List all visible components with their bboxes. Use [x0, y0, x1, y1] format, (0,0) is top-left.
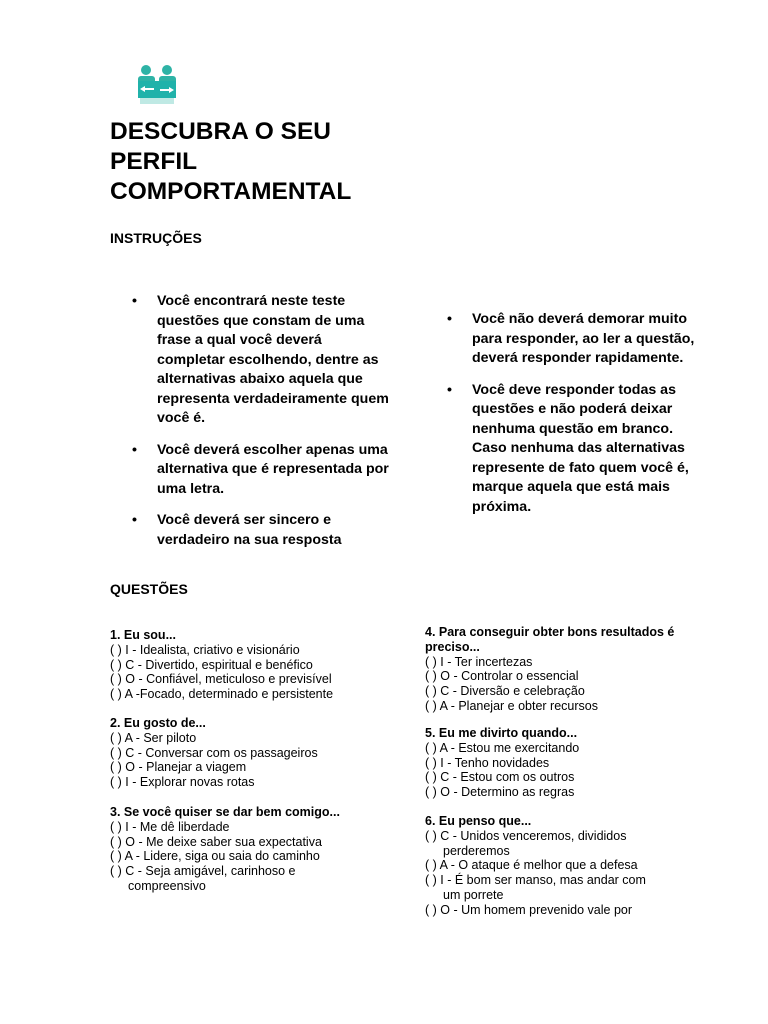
answer-option[interactable]	[110, 864, 410, 894]
questions-heading: QUESTÕES	[110, 581, 188, 597]
answer-option[interactable]	[425, 655, 690, 670]
answer-option[interactable]	[425, 785, 725, 800]
instruction-text: Você encontrará neste teste questões que constam de uma frase a qual você deverá completar escolhendo, dentre as alternativas abaixo aquela que representa verdadeiramente quem você é.	[157, 293, 389, 426]
page-title-line: PERFIL	[110, 148, 198, 175]
option-text: ( ) O - Confiável, meticuloso e previsível	[110, 672, 332, 687]
answer-option[interactable]	[425, 699, 690, 714]
answer-option[interactable]	[425, 669, 690, 684]
instructions-heading: INSTRUÇÕES	[110, 230, 202, 246]
instruction-text: Você não deverá demorar muito para responder, ao ler a questão, deverá responder rapidamente.	[472, 311, 695, 366]
question-block	[110, 628, 410, 702]
instruction-text: Você deve responder todas as questões e não poderá deixar nenhuma questão em branco. Caso nenhuma das alternativas represente de fato quem você é, marque aquela que está mais próxima.	[472, 381, 689, 515]
instruction-item	[425, 381, 710, 518]
answer-option[interactable]	[425, 756, 725, 771]
question-title: 4. Para conseguir obter bons resultados é preciso...	[425, 625, 675, 654]
option-text: ( ) O - Controlar o essencial	[425, 669, 579, 684]
instruction-item	[110, 511, 390, 550]
page-title-line: DESCUBRA O SEU	[110, 118, 331, 145]
option-text: ( ) O - Determino as regras	[425, 785, 575, 800]
option-text: ( ) A - Lidere, siga ou saia do caminho	[110, 849, 320, 864]
answer-option[interactable]	[110, 658, 410, 673]
answer-option[interactable]	[425, 741, 725, 756]
option-text-continuation: perderemos	[443, 843, 510, 858]
question-title: 6. Eu penso que...	[425, 814, 532, 828]
option-text: ( ) C - Seja amigável, carinhoso e	[110, 864, 296, 879]
page-title-line: COMPORTAMENTAL	[110, 178, 352, 205]
option-text: ( ) A - O ataque é melhor que a defesa	[425, 858, 638, 873]
question-title: 3. Se você quiser se dar bem comigo...	[110, 805, 340, 819]
option-text: ( ) C - Divertido, espiritual e benéfico	[110, 657, 313, 672]
question-title: 2. Eu gosto de...	[110, 716, 206, 730]
instruction-text: Você deverá escolher apenas uma alternativa que é representada por uma letra.	[157, 441, 389, 497]
answer-option[interactable]	[110, 731, 410, 746]
answer-option[interactable]	[110, 643, 410, 658]
option-text: ( ) C - Estou com os outros	[425, 770, 575, 785]
option-text: ( ) A - Planejar e obter recursos	[425, 698, 598, 713]
answer-option[interactable]	[110, 672, 410, 687]
option-text: ( ) A - Estou me exercitando	[425, 740, 580, 755]
question-block	[110, 716, 410, 790]
question-block	[425, 814, 725, 918]
answer-option[interactable]	[425, 684, 690, 699]
option-text: ( ) A -Focado, determinado e persistente	[110, 687, 334, 702]
option-text-continuation: compreensivo	[128, 878, 206, 893]
answer-option[interactable]	[110, 746, 410, 761]
instructions-left-list	[110, 292, 390, 550]
page-title	[110, 117, 410, 207]
option-text: ( ) C - Conversar com os passageiros	[110, 745, 318, 760]
answer-option[interactable]	[110, 760, 410, 775]
instructions-right-list	[425, 310, 710, 517]
answer-option[interactable]	[110, 849, 410, 864]
people-exchange-logo-icon	[136, 64, 178, 104]
answer-option[interactable]	[425, 903, 725, 918]
option-text: ( ) O - Planejar a viagem	[110, 760, 247, 775]
option-text: ( ) I - É bom ser manso, mas andar com	[425, 873, 646, 888]
bullet-icon: •	[132, 441, 137, 458]
question-block	[110, 805, 410, 894]
instruction-text: Você deverá ser sincero e verdadeiro na sua resposta	[157, 512, 342, 548]
instruction-item	[110, 441, 390, 500]
option-text: ( ) I - Idealista, criativo e visionário	[110, 642, 300, 657]
answer-option[interactable]	[110, 835, 410, 850]
answer-option[interactable]	[110, 687, 410, 702]
option-text: ( ) I - Ter incertezas	[425, 654, 533, 669]
bullet-icon: •	[132, 293, 137, 309]
instruction-item	[425, 310, 710, 369]
question-title: 1. Eu sou...	[110, 628, 176, 642]
answer-option[interactable]	[110, 775, 410, 790]
option-text: ( ) C - Diversão e celebração	[425, 684, 585, 699]
option-text: ( ) I - Explorar novas rotas	[110, 775, 255, 790]
question-title: 5. Eu me divirto quando...	[425, 726, 578, 740]
question-block	[425, 726, 725, 800]
option-text: ( ) O - Um homem prevenido vale por	[425, 902, 633, 917]
answer-option[interactable]	[425, 829, 725, 859]
option-text: ( ) I - Tenho novidades	[425, 755, 550, 770]
bullet-icon: •	[132, 512, 137, 528]
answer-option[interactable]	[425, 858, 725, 873]
instruction-item	[110, 292, 390, 429]
bullet-icon: •	[447, 381, 452, 398]
option-text: ( ) I - Me dê liberdade	[110, 819, 230, 834]
option-text: ( ) A - Ser piloto	[110, 730, 197, 745]
option-text: ( ) C - Unidos venceremos, divididos	[425, 828, 627, 843]
option-text-continuation: um porrete	[443, 887, 504, 902]
option-text: ( ) O - Me deixe saber sua expectativa	[110, 834, 322, 849]
answer-option[interactable]	[425, 873, 725, 903]
answer-option[interactable]	[110, 820, 410, 835]
answer-option[interactable]	[425, 770, 725, 785]
bullet-icon: •	[447, 311, 452, 327]
question-block	[425, 625, 690, 714]
